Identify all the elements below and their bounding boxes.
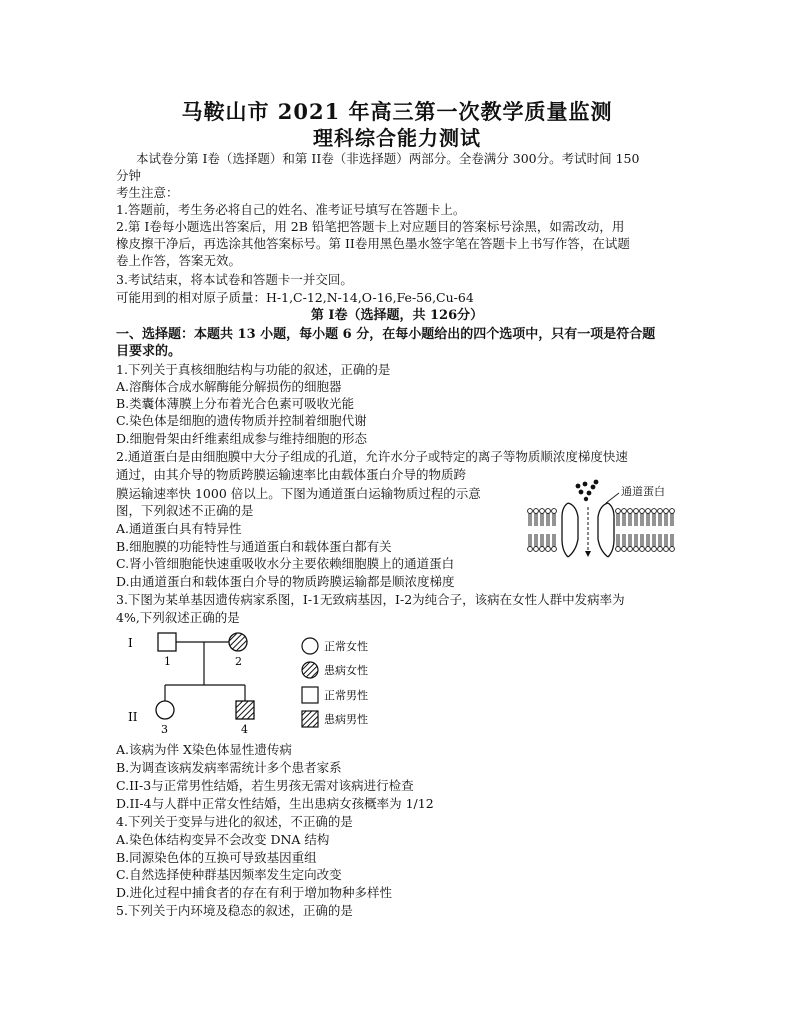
- q1-option-a: A.溶酶体合成水解酶能分解损伤的细胞器: [116, 379, 342, 394]
- lipid-head: [664, 509, 669, 514]
- q4-option-a: A.染色体结构变异不会改变 DNA 结构: [116, 832, 330, 847]
- generation-I-label: I: [128, 636, 133, 650]
- lipid-tail: [653, 513, 655, 526]
- individual-label: 4: [241, 723, 248, 736]
- lipid-head: [670, 509, 675, 514]
- lipid-head: [652, 509, 657, 514]
- lipid-head: [640, 547, 645, 552]
- lipid-head: [640, 509, 645, 514]
- lipid-head: [616, 509, 621, 514]
- q3-option-c: C.II-3与正常男性结婚，若生男孩无需对该病进行检查: [116, 778, 414, 793]
- normal-female-symbol: [156, 701, 174, 719]
- lipid-head: [528, 509, 533, 514]
- normal-male-symbol: [158, 633, 176, 651]
- channel-protein-figure: [526, 477, 676, 563]
- lipid-tail: [629, 534, 631, 547]
- q3-option-a: A.该病为伴 X染色体显性遗传病: [116, 742, 292, 757]
- lipid-tail: [547, 534, 549, 547]
- lipid-tail: [653, 534, 655, 547]
- legend-affected-female-icon: [302, 662, 318, 678]
- question-3-stem: 4%,下列叙述正确的是: [116, 610, 240, 625]
- legend-normal-male: 正常男性: [324, 689, 368, 702]
- individual-label: 2: [235, 655, 242, 668]
- q4-option-b: B.同源染色体的互换可导致基因重组: [116, 850, 317, 865]
- question-2-stem: 2.通道蛋白是由细胞膜中大分子组成的孔道，允许水分子或特定的离子等物质顺浓度梯度快速: [116, 449, 628, 464]
- lipid-head: [534, 509, 539, 514]
- q4-option-d: D.进化过程中捕食者的存在有利于增加物种多样性: [116, 885, 393, 900]
- note-line: 1.答题前，考生务必将自己的姓名、准考证号填写在答题卡上。: [116, 202, 466, 217]
- legend-normal-female-icon: [302, 638, 318, 654]
- question-4-stem: 4.下列关于变异与进化的叙述，不正确的是: [116, 814, 353, 829]
- note-line: 3.考试结束，将本试卷和答题卡一并交回。: [116, 272, 353, 287]
- lipid-tail: [659, 513, 661, 526]
- q1-option-c: C.染色体是细胞的遗传物质并控制着细胞代谢: [116, 413, 367, 428]
- affected-female-symbol: [229, 633, 247, 651]
- individual-label: 1: [164, 655, 171, 668]
- intro-line: 分钟: [116, 168, 142, 183]
- note-line: 卷上作答，答案无效。: [116, 253, 242, 268]
- section-instructions: 目要求的。: [116, 344, 182, 359]
- lipid-head: [546, 547, 551, 552]
- q3-option-b: B.为调查该病发病率需统计多个患者家系: [116, 760, 342, 775]
- q2-option-a: A.通道蛋白具有特异性: [116, 521, 242, 536]
- question-3-stem: 3.下图为某单基因遗传病家系图，I-1无致病基因，I-2为纯合子，该病在女性人群中发病率为: [116, 592, 625, 607]
- affected-male-symbol: [236, 701, 254, 719]
- lipid-tail: [659, 534, 661, 547]
- generation-II-label: II: [128, 710, 138, 724]
- lipid-tail: [641, 513, 643, 526]
- question-2-stem: 通过，由其介导的物质跨膜运输速率比由载体蛋白介导的物质跨: [116, 467, 467, 482]
- notes-heading: 考生注意：: [116, 185, 179, 200]
- lipid-head: [664, 547, 669, 552]
- lipid-head: [534, 547, 539, 552]
- lipid-tail: [665, 513, 667, 526]
- legend-affected-male-icon: [302, 711, 318, 727]
- lipid-head: [634, 509, 639, 514]
- lipid-head: [634, 547, 639, 552]
- lipid-tail: [671, 513, 673, 526]
- lipid-head: [616, 547, 621, 552]
- lipid-head: [622, 509, 627, 514]
- section-title: 第 I卷（选择题，共 126分）: [310, 308, 484, 323]
- lipid-head: [622, 547, 627, 552]
- lipid-head: [528, 547, 533, 552]
- legend-affected-male: 患病男性: [324, 713, 368, 726]
- lipid-tail: [553, 513, 555, 526]
- lipid-tail: [635, 534, 637, 547]
- lipid-head: [652, 547, 657, 552]
- lipid-head: [646, 547, 651, 552]
- lipid-tail: [541, 534, 543, 547]
- intro-line: 本试卷分第 I卷（选择题）和第 II卷（非选择题）两部分。全卷满分 300分。考试时间 150: [136, 151, 640, 166]
- lipid-head: [628, 509, 633, 514]
- question-2-stem: 图，下列叙述不正确的是: [116, 503, 254, 518]
- lipid-head: [546, 509, 551, 514]
- lipid-tail: [671, 534, 673, 547]
- legend-normal-male-icon: [302, 687, 318, 703]
- lipid-tail: [535, 513, 537, 526]
- lipid-head: [540, 509, 545, 514]
- lipid-tail: [641, 534, 643, 547]
- exam-subtitle: 理科综合能力测试: [313, 126, 481, 150]
- legend-affected-female: 患病女性: [324, 664, 368, 677]
- q2-option-d: D.由通道蛋白和载体蛋白介导的物质跨膜运输都是顺浓度梯度: [116, 574, 455, 589]
- pedigree-figure: [120, 625, 390, 737]
- note-line: 橡皮擦干净后，再选涂其他答案标号。第 II卷用黑色墨水签字笔在答题卡上书写作答，在试题: [116, 236, 630, 251]
- individual-label: 3: [161, 723, 168, 736]
- lipid-tail: [647, 513, 649, 526]
- exam-title: 马鞍山市 2021 年高三第一次教学质量监测: [181, 99, 613, 124]
- lipid-tail: [617, 534, 619, 547]
- lipid-tail: [665, 534, 667, 547]
- lipid-head: [552, 509, 557, 514]
- q1-option-b: B.类囊体薄膜上分布着光合色素可吸收光能: [116, 396, 355, 411]
- lipid-head: [658, 547, 663, 552]
- lipid-tail: [547, 513, 549, 526]
- q4-option-c: C.自然选择使种群基因频率发生定向改变: [116, 867, 342, 882]
- note-line: 2.第 I卷每小题选出答案后，用 2B 铅笔把答题卡上对应题目的答案标号涂黑，如需改动，用: [116, 219, 625, 234]
- lipid-tail: [635, 513, 637, 526]
- q2-option-c: C.肾小管细胞能快速重吸收水分主要依赖细胞膜上的通道蛋白: [116, 556, 455, 571]
- question-2-stem: 膜运输速率快 1000 倍以上。下图为通道蛋白运输物质过程的示意: [116, 486, 481, 501]
- lipid-tail: [623, 513, 625, 526]
- lipid-tail: [529, 534, 531, 547]
- lipid-head: [658, 509, 663, 514]
- lipid-head: [646, 509, 651, 514]
- lipid-head: [628, 547, 633, 552]
- lipid-tail: [529, 513, 531, 526]
- atomic-mass-line: 可能用到的相对原子质量：H-1,C-12,N-14,O-16,Fe-56,Cu-64: [116, 290, 474, 305]
- lipid-tail: [553, 534, 555, 547]
- q3-option-d: D.II-4与人群中正常女性结婚，生出患病女孩概率为 1/12: [116, 796, 434, 811]
- lipid-tail: [623, 534, 625, 547]
- lipid-tail: [617, 513, 619, 526]
- section-instructions: 一、选择题：本题共 13 小题，每小题 6 分，在每小题给出的四个选项中，只有一项是符合题: [116, 327, 656, 342]
- question-5-stem: 5.下列关于内环境及稳态的叙述，正确的是: [116, 903, 353, 918]
- lipid-head: [552, 547, 557, 552]
- q2-option-b: B.细胞膜的功能特性与通道蛋白和载体蛋白都有关: [116, 539, 392, 554]
- lipid-tail: [535, 534, 537, 547]
- lipid-tail: [629, 513, 631, 526]
- channel-protein-label: 通道蛋白: [621, 485, 665, 498]
- lipid-head: [540, 547, 545, 552]
- q1-option-d: D.细胞骨架由纤维素组成参与维持细胞的形态: [116, 431, 368, 446]
- lipid-head: [670, 547, 675, 552]
- lipid-tail: [541, 513, 543, 526]
- lipid-tail: [647, 534, 649, 547]
- legend-normal-female: 正常女性: [324, 640, 368, 653]
- question-1-stem: 1.下列关于真核细胞结构与功能的叙述，正确的是: [116, 362, 391, 377]
